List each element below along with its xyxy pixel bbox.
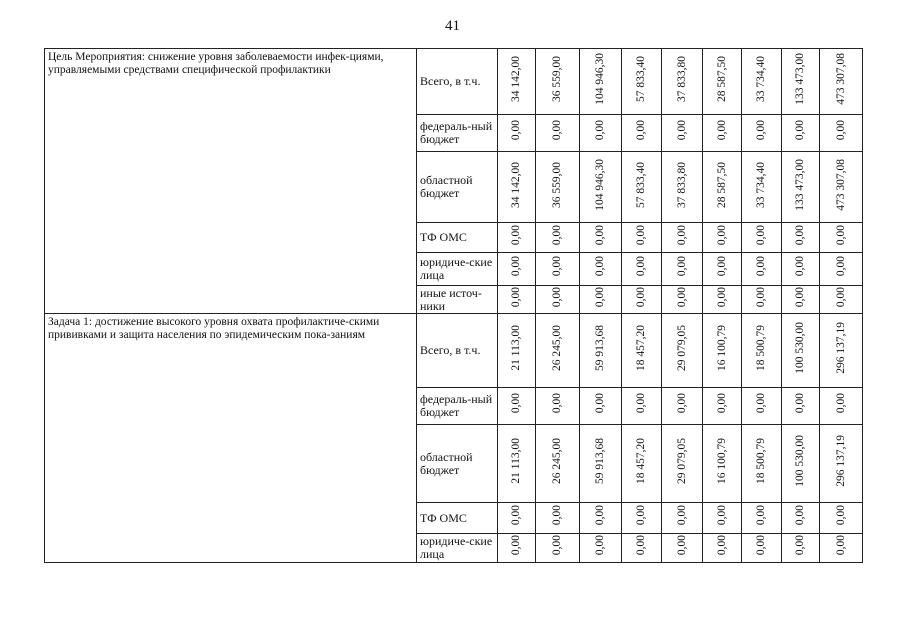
value-text: 0,00 [594,286,606,308]
value-cell [782,425,820,503]
value-text: 0,00 [834,120,847,141]
value-text: 28 587,50 [715,161,728,208]
value-text: 0,00 [834,224,847,246]
value-text: 0,00 [510,224,522,246]
value-text: 0,00 [715,286,728,308]
value-text: 0,00 [551,505,563,526]
value-cell [536,534,580,563]
value-cell [662,425,703,503]
value-cell [622,223,662,253]
value-text: 104 946,30 [594,158,606,211]
value-text: 100 530,00 [794,435,806,487]
value-text: 0,00 [551,120,563,141]
value-text: 0,00 [635,224,647,246]
value-cell [580,503,622,534]
value-text: 0,00 [675,286,688,308]
value-text: 0,00 [834,535,847,556]
value-text: 0,00 [635,256,647,277]
funding-source-label: федераль-ный бюджет [417,388,498,425]
value-text: 21 113,00 [510,325,522,371]
value-text: 0,00 [675,393,688,414]
value-cell [703,503,742,534]
page-number: 41 [445,18,460,34]
value-text: 26 245,00 [551,325,563,371]
value-cell [782,152,820,223]
value-cell [662,152,703,223]
value-cell [782,534,820,563]
value-cell [662,314,703,388]
value-text: 0,00 [834,505,847,526]
value-cell [580,314,622,388]
value-cell [622,253,662,286]
value-text: 0,00 [675,256,688,277]
value-text: 0,00 [594,393,606,414]
value-text: 0,00 [794,286,806,308]
value-cell [536,425,580,503]
value-cell [703,534,742,563]
value-cell [536,49,580,115]
value-cell [662,534,703,563]
value-cell [498,534,536,563]
value-cell [742,223,782,253]
value-cell [536,152,580,223]
value-text: 0,00 [510,256,522,277]
funding-source-label: юридиче-ские лица [417,534,498,563]
value-cell [536,286,580,314]
funding-source-label: ТФ ОМС [417,223,498,253]
value-text: 57 833,40 [635,161,647,208]
value-cell [580,223,622,253]
value-cell [622,503,662,534]
value-text: 0,00 [510,286,522,308]
value-text: 0,00 [510,505,522,526]
value-text: 21 113,00 [510,438,522,484]
value-text: 0,00 [715,505,728,526]
value-cell [820,49,863,115]
funding-source-label: областной бюджет [417,425,498,503]
value-cell [742,115,782,152]
value-text: 0,00 [755,393,767,414]
value-cell [742,253,782,286]
value-cell [820,314,863,388]
value-cell [703,425,742,503]
value-cell [742,503,782,534]
value-cell [498,152,536,223]
value-cell [622,388,662,425]
value-text: 0,00 [715,535,728,556]
value-cell [820,534,863,563]
value-cell [498,503,536,534]
value-text: 33 734,40 [755,56,767,102]
value-cell [536,503,580,534]
value-cell [782,49,820,115]
value-text: 16 100,79 [715,438,728,484]
value-cell [742,49,782,115]
value-text: 473 307,08 [834,53,847,105]
value-cell [536,253,580,286]
value-cell [820,388,863,425]
value-cell [703,152,742,223]
value-text: 0,00 [675,535,688,556]
value-text: 0,00 [715,120,728,141]
value-text: 0,00 [794,224,806,246]
value-text: 296 137,19 [834,322,847,374]
value-text: 29 079,05 [675,325,688,371]
value-cell [703,286,742,314]
value-text: 0,00 [635,393,647,414]
value-text: 0,00 [715,224,728,246]
value-text: 28 587,50 [715,56,728,102]
value-cell [580,49,622,115]
value-cell [498,425,536,503]
funding-source-label: областной бюджет [417,152,498,223]
value-text: 0,00 [675,505,688,526]
value-text: 18 500,79 [755,438,767,484]
value-text: 0,00 [551,224,563,246]
value-text: 0,00 [715,256,728,277]
value-text: 0,00 [675,120,688,141]
value-cell [782,503,820,534]
value-text: 0,00 [635,286,647,308]
value-cell [498,286,536,314]
value-text: 0,00 [755,120,767,141]
value-text: 0,00 [510,535,522,556]
value-text: 0,00 [755,286,767,308]
value-cell [536,115,580,152]
value-text: 0,00 [794,256,806,277]
value-text: 26 245,00 [551,438,563,484]
value-cell [820,503,863,534]
value-cell [498,314,536,388]
table-row [45,314,863,388]
value-text: 36 559,00 [551,161,563,208]
value-cell [782,115,820,152]
value-text: 59 913,68 [594,438,606,484]
value-cell [742,425,782,503]
value-cell [580,425,622,503]
value-cell [742,314,782,388]
funding-source-label: ТФ ОМС [417,503,498,534]
value-text: 0,00 [510,120,522,141]
value-cell [820,286,863,314]
value-text: 29 079,05 [675,438,688,484]
value-text: 473 307,08 [834,158,847,211]
value-cell [742,286,782,314]
value-cell [580,253,622,286]
value-text: 18 457,20 [635,325,647,371]
value-text: 0,00 [675,224,688,246]
value-text: 0,00 [715,393,728,414]
value-text: 0,00 [635,120,647,141]
value-text: 33 734,40 [755,161,767,208]
value-text: 37 833,80 [675,56,688,102]
value-text: 0,00 [635,535,647,556]
value-text: 0,00 [635,505,647,526]
value-cell [536,388,580,425]
value-text: 296 137,19 [834,435,847,487]
value-cell [820,253,863,286]
value-cell [820,115,863,152]
value-cell [580,388,622,425]
value-cell [580,152,622,223]
value-text: 0,00 [834,286,847,308]
value-cell [742,534,782,563]
value-cell [498,115,536,152]
value-cell [536,223,580,253]
value-cell [703,388,742,425]
value-text: 0,00 [551,256,563,277]
value-cell [662,503,703,534]
value-text: 0,00 [794,505,806,526]
value-cell [662,115,703,152]
value-cell [622,314,662,388]
funding-source-label: иные источ-ники [417,286,498,314]
value-text: 0,00 [755,256,767,277]
goal-title: Цель Мероприятия: снижение уровня заболеваемости инфек-циями, управляемыми средствами специфической профилактики [45,49,417,314]
value-cell [662,286,703,314]
value-cell [703,314,742,388]
value-cell [703,49,742,115]
value-cell [622,286,662,314]
value-text: 0,00 [794,535,806,556]
value-cell [622,49,662,115]
value-text: 34 142,00 [510,161,522,208]
value-text: 133 473,00 [794,53,806,105]
value-text: 0,00 [510,393,522,414]
value-cell [820,223,863,253]
value-text: 0,00 [594,535,606,556]
value-cell [622,115,662,152]
value-cell [622,534,662,563]
value-cell [703,223,742,253]
value-cell [820,152,863,223]
value-cell [782,314,820,388]
value-cell [622,152,662,223]
value-cell [662,388,703,425]
value-text: 0,00 [834,393,847,414]
value-text: 57 833,40 [635,56,647,102]
value-cell [782,286,820,314]
value-cell [662,49,703,115]
value-text: 0,00 [551,286,563,308]
table-row [45,49,863,115]
value-text: 0,00 [794,393,806,414]
value-text: 0,00 [594,224,606,246]
value-text: 100 530,00 [794,322,806,374]
value-text: 16 100,79 [715,325,728,371]
value-text: 34 142,00 [510,56,522,102]
value-cell [498,388,536,425]
value-text: 104 946,30 [594,53,606,105]
value-cell [498,253,536,286]
value-text: 0,00 [794,120,806,141]
value-cell [662,253,703,286]
value-cell [782,253,820,286]
value-text: 133 473,00 [794,158,806,211]
value-cell [622,425,662,503]
value-cell [782,388,820,425]
value-cell [580,115,622,152]
value-cell [536,314,580,388]
funding-source-label: федераль-ный бюджет [417,115,498,152]
value-text: 0,00 [551,535,563,556]
value-text: 36 559,00 [551,56,563,102]
value-text: 18 457,20 [635,438,647,484]
value-cell [580,534,622,563]
value-text: 37 833,80 [675,161,688,208]
budget-table [44,48,863,563]
funding-source-label: Всего, в т.ч. [417,49,498,115]
value-text: 59 913,68 [594,325,606,371]
value-text: 0,00 [755,224,767,246]
funding-source-label: юридиче-ские лица [417,253,498,286]
value-cell [662,223,703,253]
value-cell [820,425,863,503]
value-cell [498,223,536,253]
value-cell [742,388,782,425]
value-text: 0,00 [834,256,847,277]
value-cell [498,49,536,115]
value-cell [580,286,622,314]
value-text: 0,00 [551,393,563,414]
value-cell [782,223,820,253]
value-text: 0,00 [594,256,606,277]
value-text: 18 500,79 [755,325,767,371]
value-cell [703,115,742,152]
value-text: 0,00 [755,505,767,526]
value-text: 0,00 [755,535,767,556]
task-title: Задача 1: достижение высокого уровня охвата профилактиче-скими прививками и защита населения по эпидемическим пока-заниям [45,314,417,563]
value-text: 0,00 [594,505,606,526]
value-text: 0,00 [594,120,606,141]
value-cell [703,253,742,286]
value-cell [742,152,782,223]
funding-source-label: Всего, в т.ч. [417,314,498,388]
